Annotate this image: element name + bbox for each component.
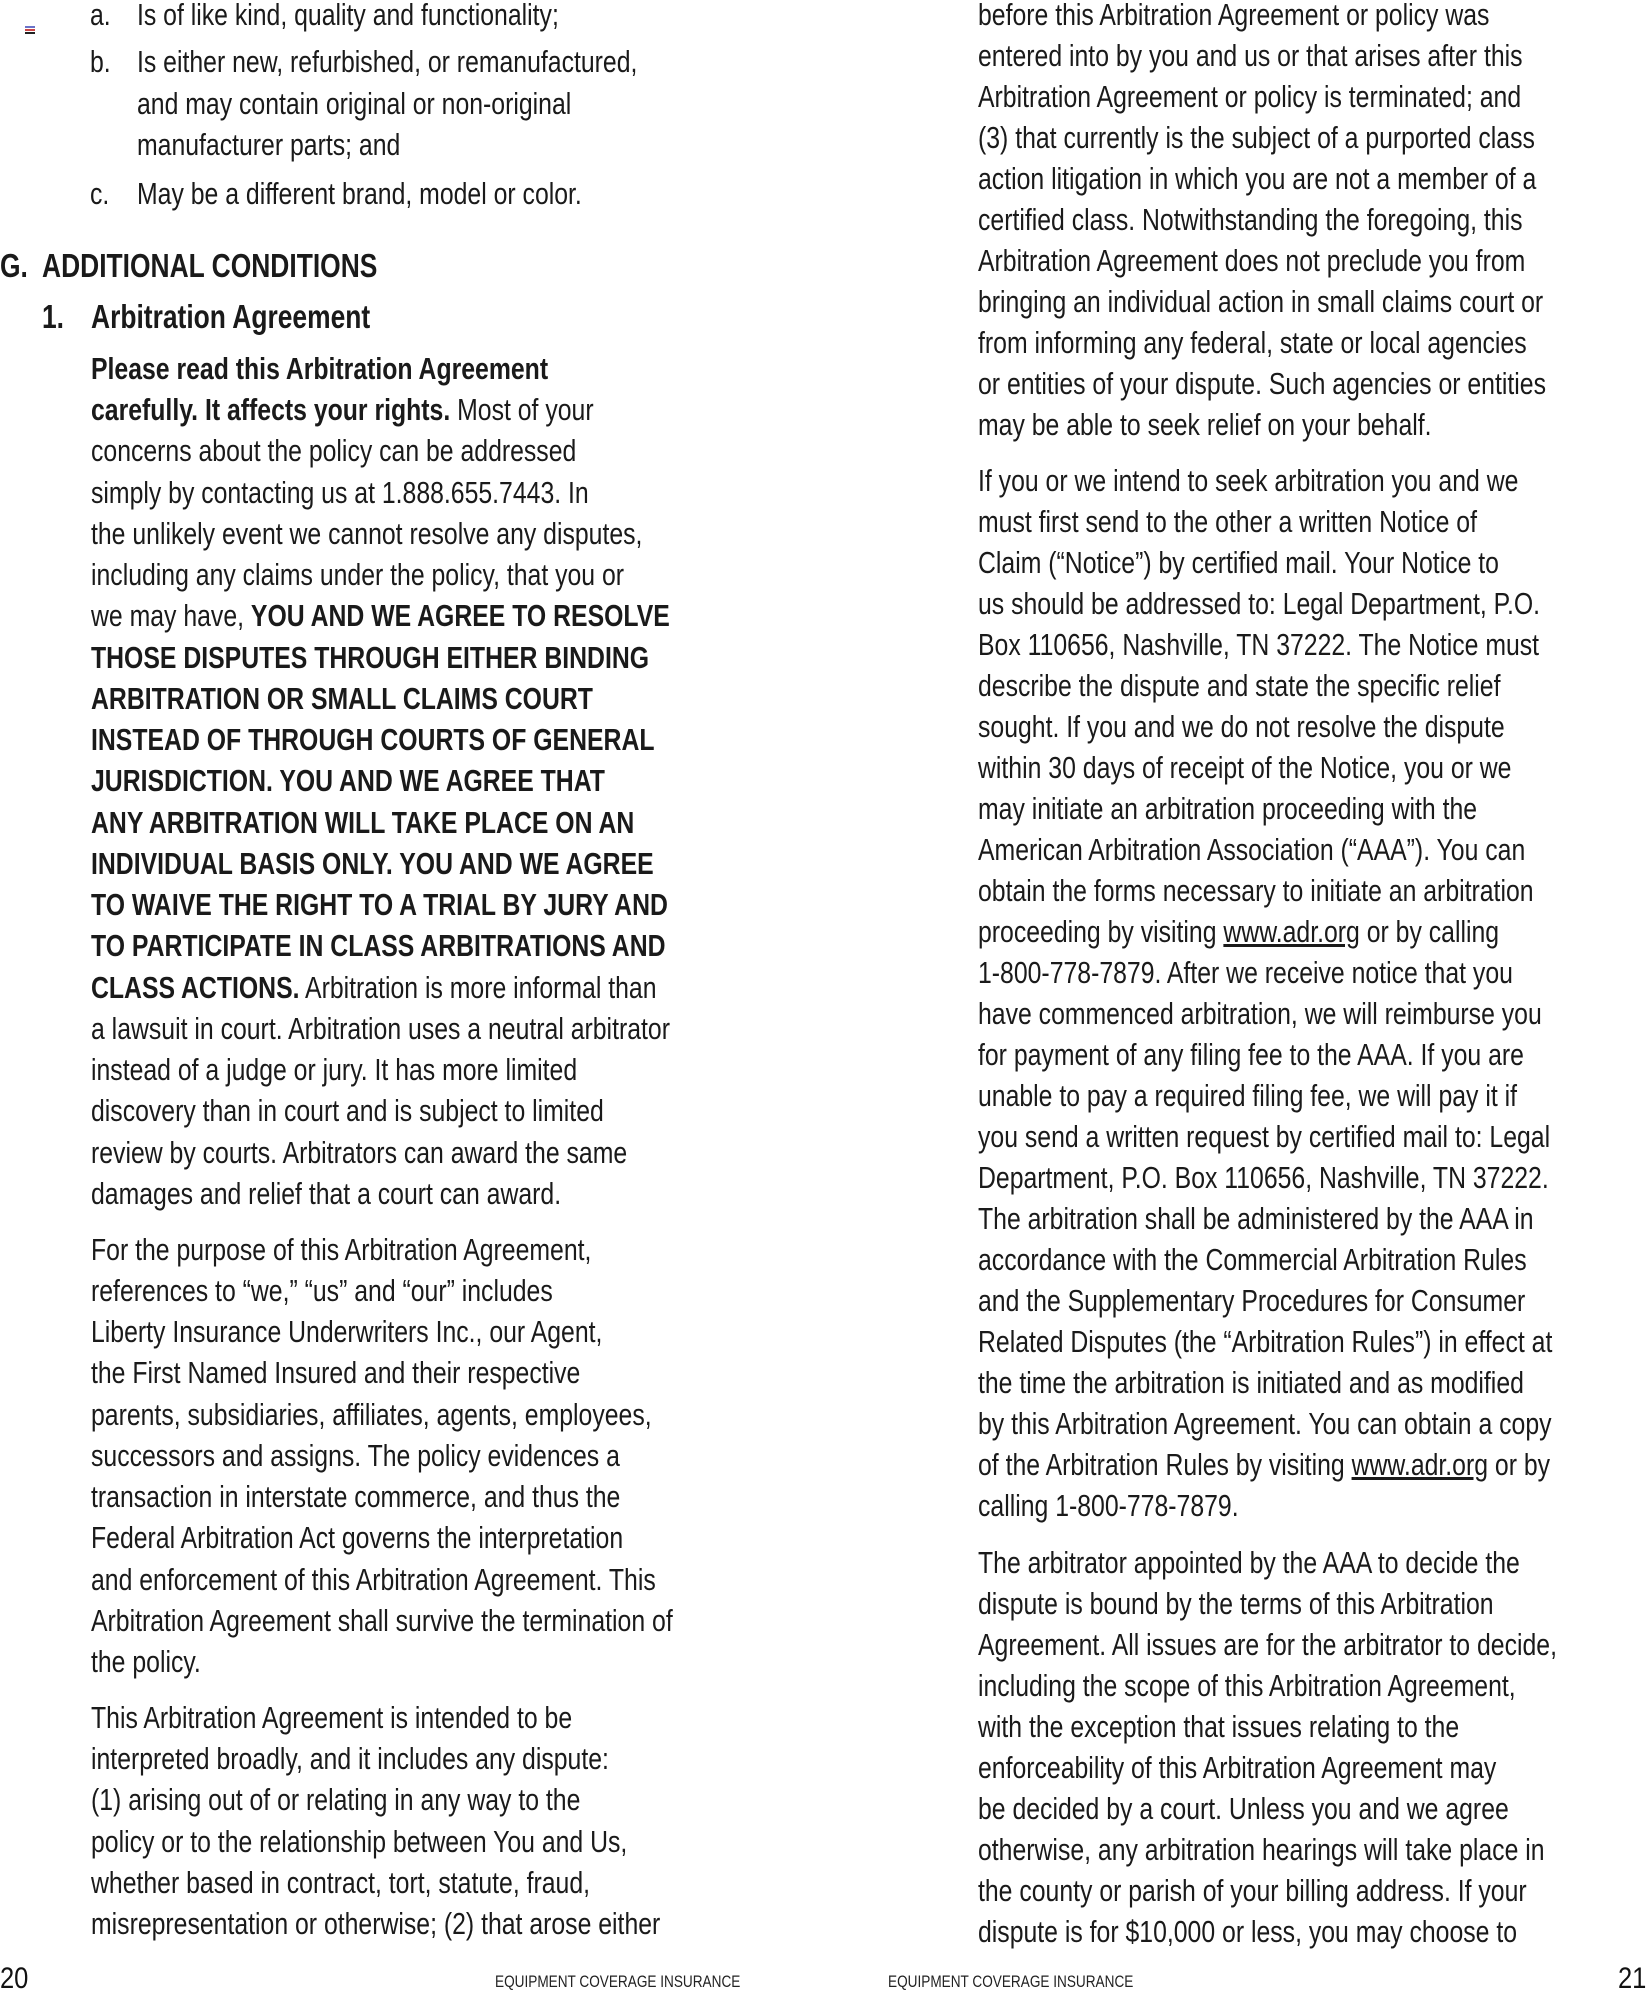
list-item-b-line: manufacturer parts; and: [137, 127, 401, 162]
list-marker-c: c.: [90, 176, 110, 211]
adr-link[interactable]: www.adr.org: [1223, 914, 1360, 949]
adr-link[interactable]: www.adr.org: [1351, 1447, 1489, 1482]
page-number: 20: [0, 1962, 29, 1995]
list-item-c: May be a different brand, model or color.: [137, 176, 582, 211]
list-marker-a: a.: [90, 0, 111, 32]
list-item-b-line: and may contain original or non-original: [137, 86, 572, 121]
left-page: a. Is of like kind, quality and functionality; b. Is either new, refurbished, or remanufactured, and may contain original or non-original manufacturer parts; and c. May be a different brand, model or color. G. ADDITIONAL CONDITIONS 1. Arbitration Agreement Please read this Arbitration Agreement carefully. It affects your rights. Most of your concerns about the policy can be addressed simply by contacting us at 1.888.655.7443. In the unlikely event we cannot resolve any disputes, including any claims under the policy, that you or we may have, YOU AND WE AGREE TO RESOLVE THOSE DISPUTES THROUGH EITHER BINDING ARBITRATION OR SMALL CLAIMS COURT INSTEAD OF THROUGH COURTS OF GENERAL JURISDICTION. YOU AND WE AGREE THAT ANY ARBITRATION WILL TAKE PLACE ON AN INDIVIDUAL BASIS ONLY. YOU AND WE AGREE TO WAIVE THE RIGHT TO A TRIAL BY JURY AND TO PARTICIPATE IN CLASS ARBITRATIONS AND CLASS ACTIONS. Arbitration is more informal than a lawsuit in court. Arbitration uses a neutral arbitrator instead of a judge or jury. It has more limited discovery than in court and is subject to limited review by courts. Arbitrators can award the same damages and relief that a court can award. For the purpose of this Arbitration Agreement, references to “we,” “us” and “our” includes Liberty Insurance Underwriters Inc., our Agent, the First Named Insured and their respective parents, subsidiaries, affiliates, agents, employees, successors and assigns. The policy evidences a transaction in interstate commerce, and thus the Federal Arbitration Act governs the interpretation and enforcement of this Arbitration Agreement. This Arbitration Agreement shall survive the termination of the policy. This Arbitration Agreement is intended to be interpreted broadly, and it includes any dispute: (1) arising out of or relating in any way to the policy or to the relationship between You and Us, whether based in contract, tort, statute, fraud, misrepresentation or otherwise; (2) that arose either 20 EQUIPMENT COVERAGE INSURANCE: [0, 0, 823, 2000]
list-marker-b: b.: [90, 44, 111, 79]
page-footer: EQUIPMENT COVERAGE INSURANCE: [495, 1972, 741, 1991]
section-marker: G.: [0, 247, 28, 284]
list-item-b-line: Is either new, refurbished, or remanufactured,: [137, 44, 638, 79]
subsection-heading: Arbitration Agreement: [91, 298, 371, 335]
list-item-a: Is of like kind, quality and functionality;: [137, 0, 559, 32]
section-heading: ADDITIONAL CONDITIONS: [42, 247, 378, 284]
bookmark-icon: [25, 26, 35, 34]
page-footer: EQUIPMENT COVERAGE INSURANCE: [888, 1972, 1134, 1991]
page-number: 21: [1618, 1962, 1647, 1995]
subsection-marker: 1.: [42, 298, 65, 335]
right-page: before this Arbitration Agreement or policy was entered into by you and us or that arises after this Arbitration Agreement or policy is terminated; and (3) that currently is the subject of a purported class action litigation in which you are not a member of a certified class. Notwithstanding the foregoing, this Arbitration Agreement does not preclude you from bringing an individual action in small claims court or from informing any federal, state or local agencies or entities of your dispute. Such agencies or entities may be able to seek relief on your behalf. If you or we intend to seek arbitration you and we must first send to the other a written Notice of Claim (“Notice”) by certified mail. Your Notice to us should be addressed to: Legal Department, P.O. Box 110656, Nashville, TN 37222. The Notice must describe the dispute and state the specific relief sought. If you and we do not resolve the dispute within 30 days of receipt of the Notice, you or we may initiate an arbitration proceeding with the American Arbitration Association (“AAA”). You can obtain the forms necessary to initiate an arbitration proceeding by visiting www.adr.org or by calling 1-800-778-7879. After we receive notice that you have commenced arbitration, we will reimburse you for payment of any filing fee to the AAA. If you are unable to pay a required filing fee, we will pay it if you send a written request by certified mail to: Legal Department, P.O. Box 110656, Nashville, TN 37222. The arbitration shall be administered by the AAA in accordance with the Commercial Arbitration Rules and the Supplementary Procedures for Consumer Related Disputes (the “Arbitration Rules”) in effect at the time the arbitration is initiated and as modified by this Arbitration Agreement. You can obtain a copy of the Arbitration Rules by visiting www.adr.org or by calling 1-800-778-7879. The arbitrator appointed by the AAA to decide the dispute is bound by the terms of this Arbitration Agreement. All issues are for the arbitrator to decide, including the scope of this Arbitration Agreement, with the exception that issues relating to the enforceability of this Arbitration Agreement may be decided by a court. Unless you and we agree otherwise, any arbitration hearings will take place in the county or parish of your billing address. If your dispute is for $10,000 or less, you may choose to EQUIPMENT COVERAGE INSURANCE 21: [888, 0, 1647, 1995]
